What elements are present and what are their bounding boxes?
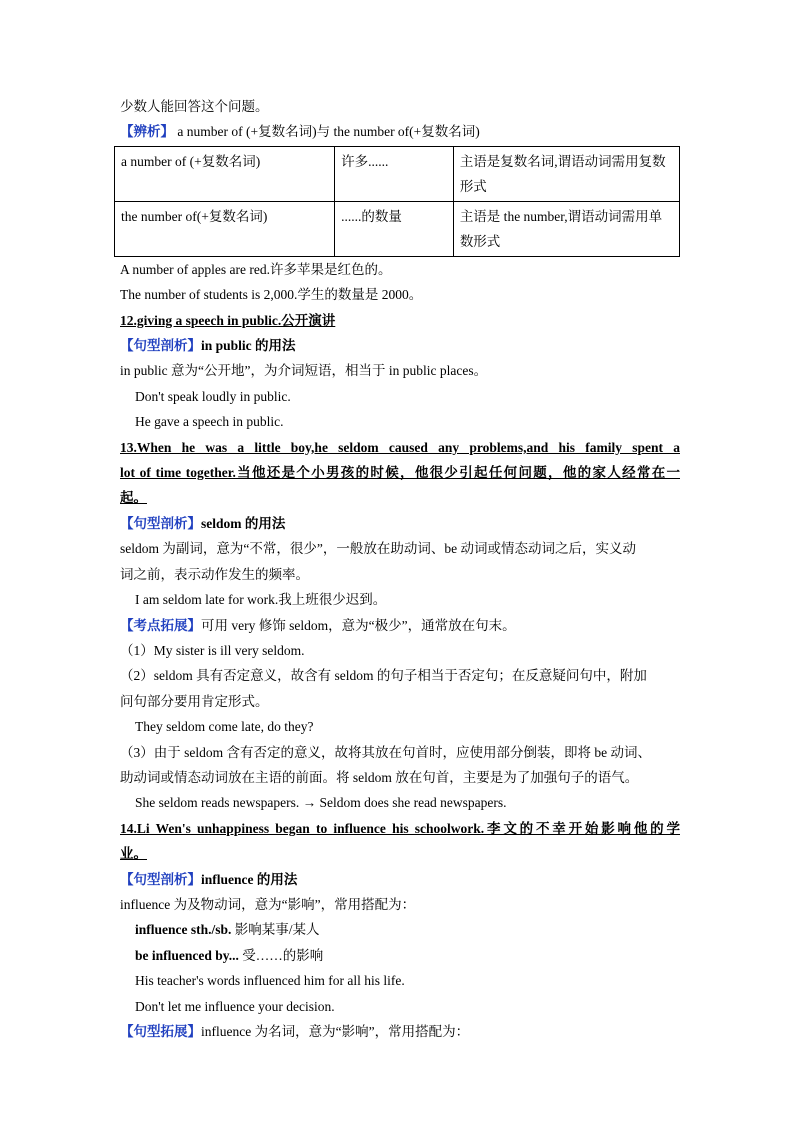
- table-cell: ......的数量: [335, 201, 454, 256]
- analysis-tag: 【句型剖析】: [120, 871, 201, 887]
- text-line: （2）seldom 具有否定意义，故含有 seldom 的句子相当于否定句；在反意疑问句中，附加: [120, 668, 647, 684]
- table-cell: 许多......: [335, 146, 454, 201]
- text-line: 词之前，表示动作发生的频率。: [120, 566, 309, 582]
- collocation-zh: 影响某事/某人: [231, 922, 320, 938]
- extension-line: [120, 1019, 680, 1044]
- example-line: He gave a speech in public.: [135, 414, 284, 430]
- text-line: 少数人能回答这个问题。: [120, 99, 269, 114]
- heading-text: seldom 的用法: [201, 515, 286, 531]
- table-cell: a number of (+复数名词): [115, 146, 335, 201]
- bianxi-tag: 【辨析】: [120, 124, 174, 140]
- example-line: Don't let me influence your decision.: [135, 998, 335, 1014]
- example-line: The number of students is 2,000.学生的数量是 2000。: [120, 287, 423, 303]
- text-line: 问句部分要用肯定形式。: [120, 693, 269, 709]
- text-line: influence 为及物动词，意为“影响”，常用搭配为：: [120, 896, 416, 912]
- extension-line: [120, 613, 680, 638]
- example-line: His teacher's words influenced him for all his life.: [135, 973, 405, 989]
- analysis-tag: 【句型剖析】: [120, 515, 201, 531]
- example-line: I am seldom late for work.我上班很少迟到。: [135, 592, 387, 608]
- extension-tag: 【句型拓展】: [120, 1024, 201, 1039]
- bianxi-line: [120, 119, 680, 144]
- analysis-tag: 【句型剖析】: [120, 338, 201, 354]
- section-13-heading: [120, 511, 680, 536]
- section-14-heading: [120, 867, 680, 892]
- heading-text: influence 的用法: [201, 871, 298, 887]
- section-13-title: lot of time together.当他还是个小男孩的时候，他很少引起任何问题，他的家人经常在一: [120, 465, 680, 481]
- example-line: A number of apples are red.许多苹果是红色的。: [120, 261, 392, 277]
- table-row: [115, 201, 680, 256]
- heading-text: in public 的用法: [201, 338, 296, 354]
- collocation-en: be influenced by...: [135, 947, 239, 963]
- comparison-table: [114, 146, 680, 257]
- text-line: in public 意为“公开地”，为介词短语，相当于 in public places。: [120, 363, 488, 379]
- text-line: （3）由于 seldom 含有否定的意义，故将其放在句首时，应使用部分倒装，即将 be 动词、: [120, 744, 651, 760]
- example-line: Don't speak loudly in public.: [135, 388, 291, 404]
- collocation-en: influence sth./sb.: [135, 922, 232, 938]
- section-12-title: 12.giving a speech in public.公开演讲: [120, 312, 336, 328]
- extension-text: influence 为名词，意为“影响”，常用搭配为：: [201, 1024, 470, 1039]
- extension-tag: 【考点拓展】: [120, 617, 201, 633]
- document-page: [120, 94, 680, 1044]
- section-13-title: 起。: [120, 490, 147, 506]
- collocation-line: [120, 943, 680, 968]
- example-line: She seldom reads newspapers. → Seldom does she read newspapers.: [135, 795, 507, 811]
- text-line: seldom 为副词，意为“不常，很少”，一般放在助动词、be 动词或情态动词之后，实义动: [120, 541, 636, 557]
- collocation-line: [120, 917, 680, 942]
- text-line: （1）My sister is ill very seldom.: [120, 642, 305, 658]
- extension-text: 可用 very 修饰 seldom，意为“极少”，通常放在句末。: [201, 617, 516, 633]
- section-12-heading: [120, 333, 680, 358]
- section-14-title: 14.Li Wen's unhappiness began to influence his schoolwork.李文的不幸开始影响他的学: [120, 820, 680, 836]
- bianxi-text: a number of (+复数名词)与 the number of(+复数名词): [174, 124, 480, 140]
- example-line: They seldom come late, do they?: [135, 719, 314, 735]
- section-14-title: 业。: [120, 846, 147, 862]
- text-line: 助动词或情态动词放在主语的前面。将 seldom 放在句首，主要是为了加强句子的语气。: [120, 769, 639, 785]
- collocation-zh: 受……的影响: [238, 947, 324, 963]
- table-cell: the number of(+复数名词): [115, 201, 335, 256]
- table-cell: 主语是 the number,谓语动词需用单数形式: [453, 201, 679, 256]
- section-13-title: 13.When he was a little boy,he seldom caused any problems,and his family spent a: [120, 439, 680, 455]
- table-row: [115, 146, 680, 201]
- table-cell: 主语是复数名词,谓语动词需用复数形式: [453, 146, 679, 201]
